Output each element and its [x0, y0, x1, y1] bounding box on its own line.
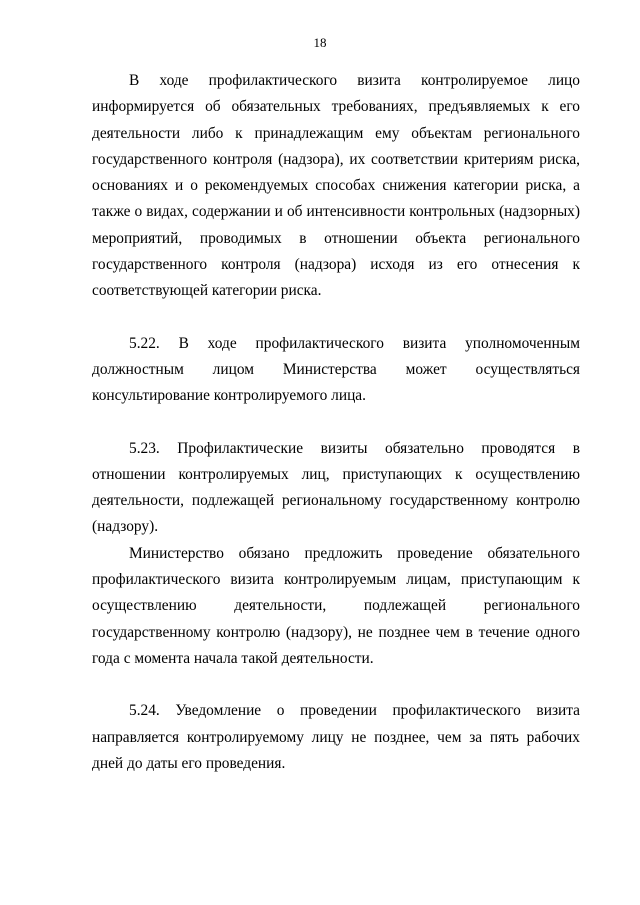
page-number: 18 — [313, 35, 327, 50]
document-body — [92, 68, 580, 777]
paragraph-preventive-visit-info: В ходе профилактического визита контролируемое лицо информируется об обязательных требованиях, предъявляемых к его деятельности либо к принадлежащим ему объектам регионального государственного контроля (надзора), их соответствии критериям риска, основаниях и о рекомендуемых способах снижения категории риска, а также о видах, содержании и об интенсивности контрольных (надзорных) мероприятий, проводимых в отношении объекта регионального государственного контроля (надзора) исходя из его отнесения к соответствующей категории риска. — [92, 72, 580, 300]
paragraph-ministry-obligation: Министерство обязано предложить проведение обязательного профилактического визита контролируемым лицам, приступающим к осуществлению деятельности, подлежащей регионального государственному контролю (надзору), не позднее чем в течение одного года с момента начала такой деятельности. — [92, 544, 580, 667]
paragraph-5-24: 5.24. Уведомление о проведении профилактического визита направляется контролируемому лицу не позднее, чем за пять рабочих дней до даты его проведения. — [92, 702, 580, 772]
paragraph-5-22: 5.22. В ходе профилактического визита уполномоченным должностным лицом Министерства может осуществляться консультирование контролируемого лица. — [92, 334, 580, 405]
paragraph-5-23: 5.23. Профилактические визиты обязательно проводятся в отношении контролируемых лиц, приступающих к осуществлению деятельности, подлежащей региональному государственному контролю (надзору). — [92, 439, 580, 536]
